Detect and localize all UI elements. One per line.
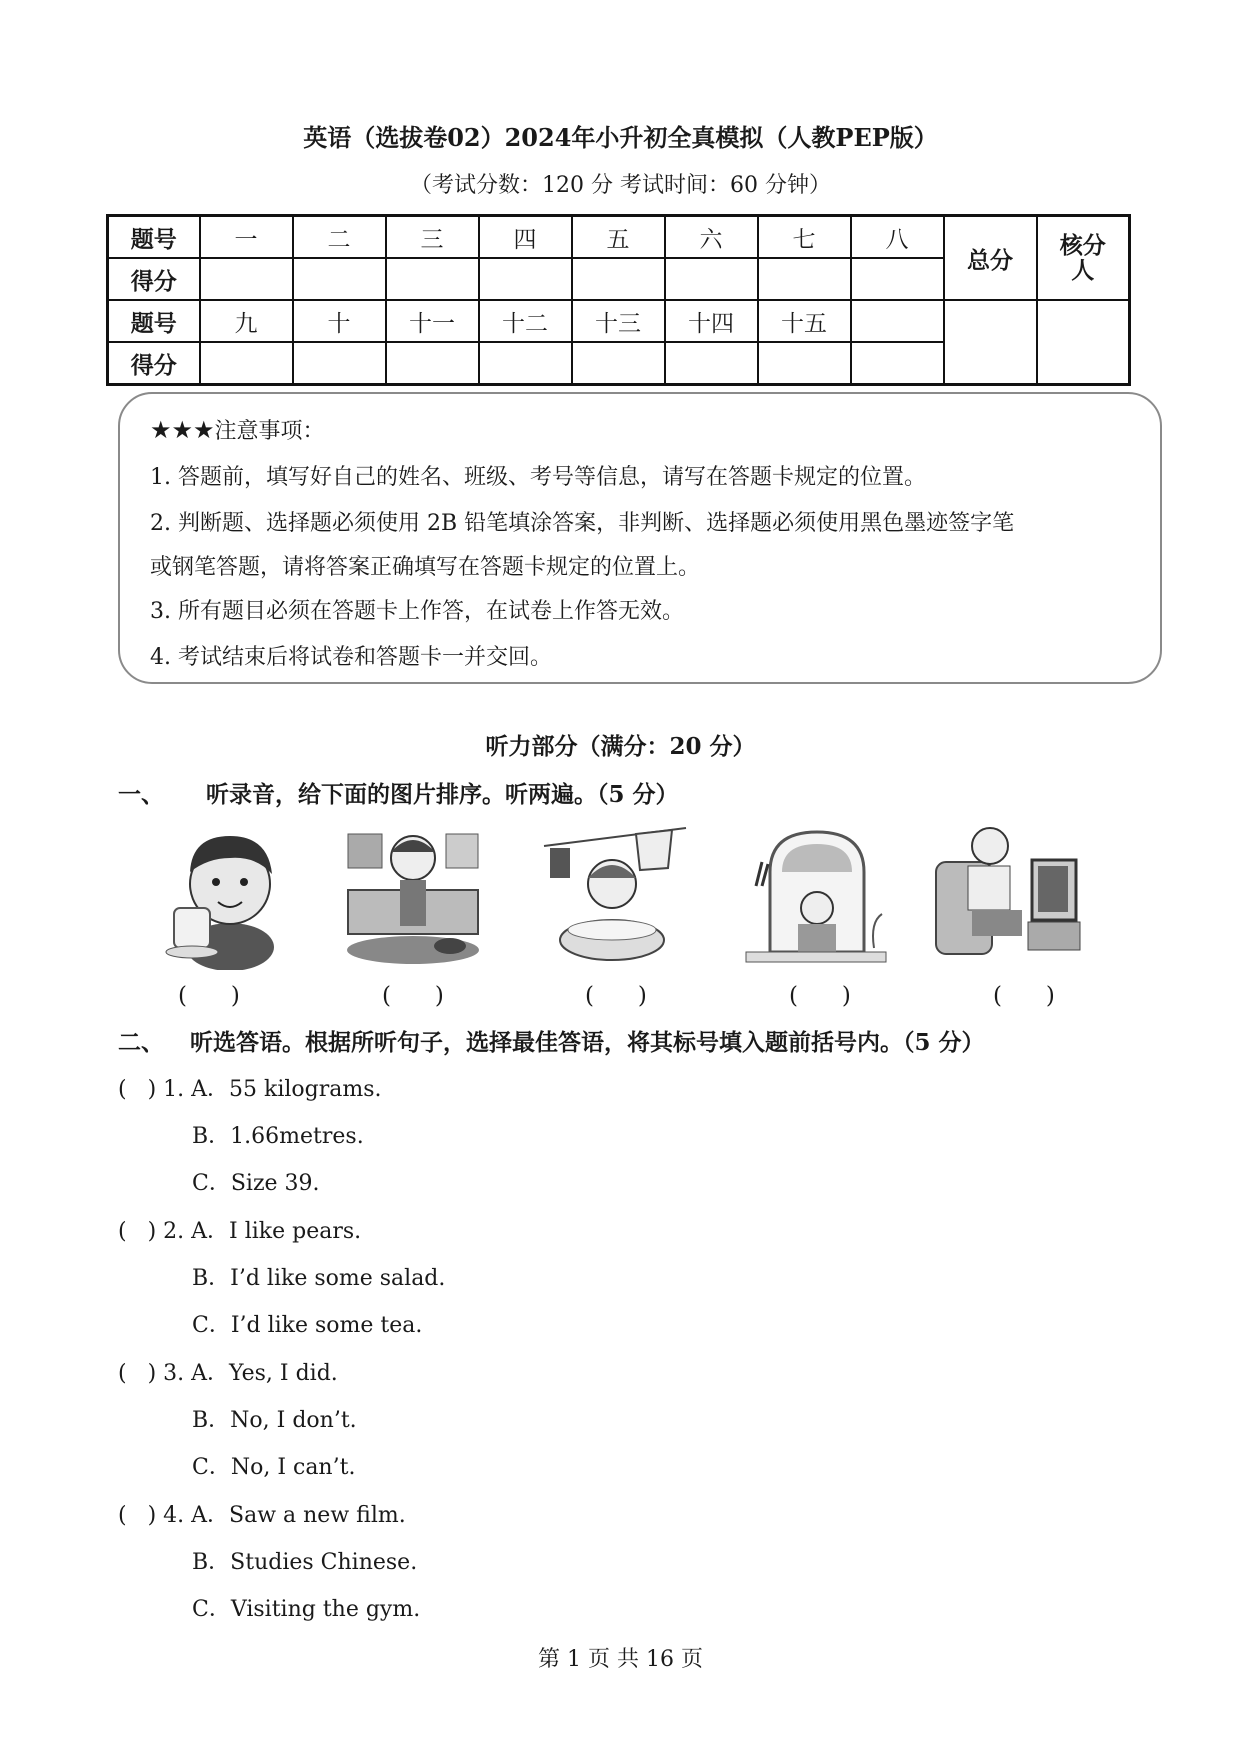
score-cell [386, 258, 479, 300]
score-cell [758, 342, 851, 385]
score-cell [386, 342, 479, 385]
question-number: 六 [665, 216, 758, 259]
question-number: 九 [200, 300, 293, 342]
total-score-cell [944, 300, 1037, 385]
question-number: 二、 [118, 1029, 164, 1056]
notice-item: 2. 判断题、选择题必须使用 2B 铅笔填涂答案，非判断、选择题必须使用黑色墨迹签字笔 [150, 511, 1015, 536]
answer-blank: ( ) [585, 983, 647, 1009]
score-cell [758, 258, 851, 300]
score-cell [665, 342, 758, 385]
question-number: 十五 [758, 300, 851, 342]
checker-label-line1: 核分 [1059, 231, 1106, 259]
question-text: 听选答语。根据所听句子，选择最佳答语，将其标号填入题前括号内。（5 分） [190, 1029, 985, 1056]
list-item: C．Visiting the gym. [192, 1597, 421, 1622]
score-cell [851, 342, 944, 385]
boy-drinking-picture [152, 822, 302, 970]
score-cell [293, 258, 386, 300]
question-number: 三 [386, 216, 479, 259]
checker-label-line2: 人 [1071, 257, 1095, 284]
girl-washing-clothes-picture [540, 822, 690, 970]
question-number: 八 [851, 216, 944, 259]
total-score-label: 总分 [944, 216, 1037, 301]
question-1-heading [118, 776, 679, 809]
question-number: 十三 [572, 300, 665, 342]
row-label-number: 题号 [108, 300, 200, 342]
man-watching-tv-picture [932, 822, 1082, 970]
list-item: ( ) 2. A．I like pears. [118, 1219, 362, 1244]
notice-item: 或钢笔答题，请将答案正确填写在答题卡规定的位置上。 [150, 555, 701, 580]
question-number: 十 [293, 300, 386, 342]
boy-waving-window-picture [742, 822, 892, 970]
row-label-score: 得分 [108, 258, 200, 300]
question-number: 五 [572, 216, 665, 259]
girl-vacuuming-picture [338, 822, 488, 970]
score-cell [851, 258, 944, 300]
score-cell [572, 342, 665, 385]
score-cell [200, 342, 293, 385]
score-cell [665, 258, 758, 300]
answer-blank: ( ) [789, 983, 851, 1009]
checker-label [1037, 216, 1130, 301]
list-item: ( ) 3. A．Yes, I did. [118, 1361, 338, 1386]
list-item: C．I’d like some tea. [192, 1313, 423, 1338]
question-2-heading [118, 1024, 985, 1057]
star-icon: ★★★ [150, 416, 215, 444]
list-item: ( ) 4. A．Saw a new film. [118, 1503, 406, 1528]
answer-blank: ( ) [178, 983, 240, 1009]
notice-heading-text: 注意事项： [214, 419, 325, 444]
page-footer: 第 1 页 共 16 页 [538, 1647, 703, 1672]
list-item: B．I’d like some salad. [192, 1266, 446, 1291]
row-label-score: 得分 [108, 342, 200, 385]
notice-item: 4. 考试结束后将试卷和答题卡一并交回。 [150, 645, 552, 670]
score-cell [572, 258, 665, 300]
question-text: 听录音，给下面的图片排序。听两遍。（5 分） [206, 781, 679, 808]
table-row [108, 300, 1130, 342]
score-table [106, 214, 1131, 386]
question-number: 十四 [665, 300, 758, 342]
table-row [108, 216, 1130, 259]
list-item: B．Studies Chinese. [192, 1550, 418, 1575]
notice-item: 1. 答题前，填写好自己的姓名、班级、考号等信息，请写在答题卡规定的位置。 [150, 465, 926, 490]
row-label-number: 题号 [108, 216, 200, 259]
question-number: 二 [293, 216, 386, 259]
question-number: 四 [479, 216, 572, 259]
checker-cell [1037, 300, 1130, 385]
listening-section-heading: 听力部分（满分：20 分） [485, 733, 756, 760]
score-cell [479, 342, 572, 385]
list-item: C．No, I can’t. [192, 1455, 356, 1480]
exam-title: 英语（选拔卷02）2024年小升初全真模拟（人教PEP版） [303, 123, 938, 152]
question-number: 七 [758, 216, 851, 259]
question-number [851, 300, 944, 342]
list-item: B．1.66metres. [192, 1124, 364, 1149]
list-item: ( ) 1. A．55 kilograms. [118, 1077, 382, 1102]
question-number: 十一 [386, 300, 479, 342]
answer-blank: ( ) [382, 983, 444, 1009]
notice-item: 3. 所有题目必须在答题卡上作答，在试卷上作答无效。 [150, 599, 684, 624]
answer-blank: ( ) [993, 983, 1055, 1009]
question-number: 一 [200, 216, 293, 259]
notice-heading [150, 414, 325, 445]
list-item: C．Size 39. [192, 1171, 320, 1196]
score-cell [293, 342, 386, 385]
notice-box [118, 392, 1162, 684]
exam-subtitle: （考试分数：120 分 考试时间：60 分钟） [410, 173, 831, 198]
score-cell [200, 258, 293, 300]
list-item: B．No, I don’t. [192, 1408, 357, 1433]
question-number: 一、 [118, 781, 164, 808]
question-number: 十二 [479, 300, 572, 342]
score-cell [479, 258, 572, 300]
